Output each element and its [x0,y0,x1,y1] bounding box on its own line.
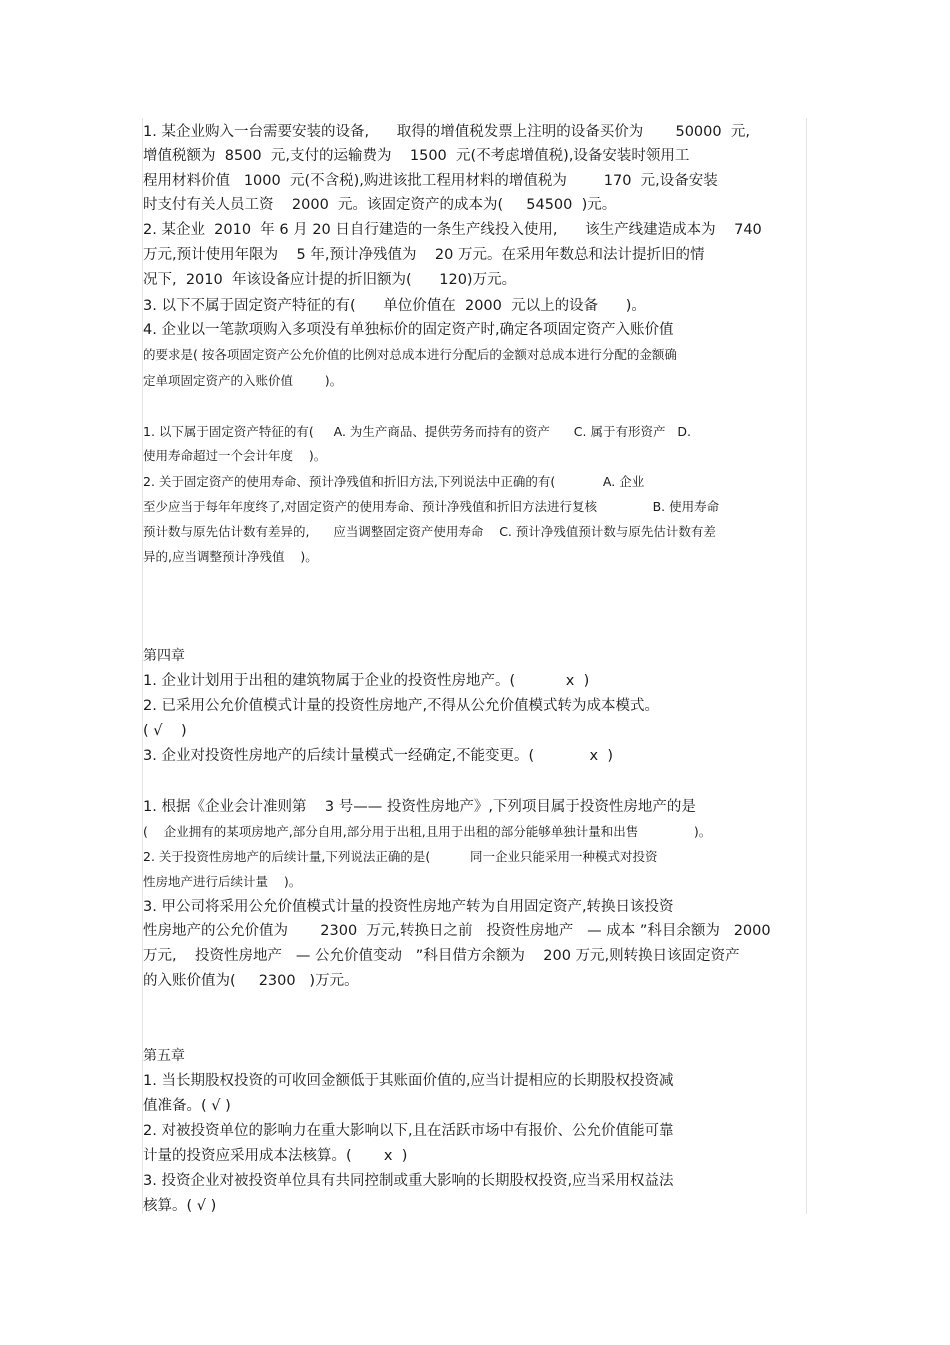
text-line: 的入账价值为( 2300 )万元。 [143,973,359,989]
text-line: 至少应当于每年年度终了,对固定资产的使用寿命、预计净残值和折旧方法进行复核 B. 使用寿命 [143,499,720,514]
text-line: 2. 关于固定资产的使用寿命、预计净残值和折旧方法,下列说法中正确的有( A. 企业 [143,474,645,489]
chapter-heading: 第四章 [143,648,185,664]
text-line: 程用材料价值 1000 元(不含税),购进该批工程用材料的增值税为 170 元,设备安装 [143,173,718,189]
text-line: 2. 某企业 2010 年 6 月 20 日自行建造的一条生产线投入使用, 该生产线建造成本为 740 [143,222,762,238]
text-line: 1. 企业计划用于出租的建筑物属于企业的投资性房地产。( x ) [143,673,590,689]
text-line: 1. 以下属于固定资产特征的有( A. 为生产商品、提供劳务而持有的资产 C. 属于有形资产 D. [143,424,691,439]
text-line: ( √ ) [143,723,187,739]
text-line: 增值税额为 8500 元,支付的运输费为 1500 元(不考虑增值税),设备安装时领用工 [143,148,690,164]
text-line: 2. 已采用公允价值模式计量的投资性房地产,不得从公允价值模式转为成本模式。 [143,698,660,714]
chapter-heading: 第五章 [143,1048,185,1064]
text-line: 2. 关于投资性房地产的后续计量,下列说法正确的是( 同一企业只能采用一种模式对投资 [143,849,658,864]
text-line: 3. 企业对投资性房地产的后续计量模式一经确定,不能变更。( x ) [143,748,613,764]
text-line: 性房地产进行后续计量 )。 [143,874,302,889]
text-line: 值准备。( √ ) [143,1098,231,1114]
text-line: 使用寿命超过一个会计年度 )。 [143,448,327,463]
text-line: 计量的投资应采用成本法核算。( x ) [143,1148,408,1164]
text-line: 3. 投资企业对被投资单位具有共同控制或重大影响的长期股权投资,应当采用权益法 [143,1173,674,1189]
text-line: 异的,应当调整预计净残值 )。 [143,549,318,564]
text-line: 时支付有关人员工资 2000 元。该固定资产的成本为( 54500 )元。 [143,197,617,213]
text-line: 性房地产的公允价值为 2300 万元,转换日之前 投资性房地产 — 成本 ”科目余额为 2000 [143,923,771,939]
text-line: 定单项固定资产的入账价值 )。 [143,373,343,388]
text-line: 2. 对被投资单位的影响力在重大影响以下,且在活跃市场中有报价、公允价值能可靠 [143,1123,674,1139]
page-border-right [806,118,807,1214]
text-line: 况下, 2010 年该设备应计提的折旧额为( 120)万元。 [143,272,517,288]
text-line: 1. 根据《企业会计准则第 3 号—— 投资性房地产》,下列项目属于投资性房地产的是 [143,799,696,815]
text-line: ( 企业拥有的某项房地产,部分自用,部分用于出租,且用于出租的部分能够单独计量和出售 )。 [143,824,712,839]
text-line: 万元, 投资性房地产 — 公允价值变动 ”科目借方余额为 200 万元,则转换日该固定资产 [143,948,740,964]
text-line: 3. 甲公司将采用公允价值模式计量的投资性房地产转为自用固定资产,转换日该投资 [143,899,674,915]
text-line: 3. 以下不属于固定资产特征的有( 单位价值在 2000 元以上的设备 )。 [143,298,646,314]
text-line: 万元,预计使用年限为 5 年,预计净残值为 20 万元。在采用年数总和法计提折旧的情 [143,247,705,263]
text-line: 4. 企业以一笔款项购入多项没有单独标价的固定资产时,确定各项固定资产入账价值 [143,322,674,338]
text-line: 1. 某企业购入一台需要安装的设备, 取得的增值税发票上注明的设备买价为 50000 元, [143,124,750,140]
text-line: 1. 当长期股权投资的可收回金额低于其账面价值的,应当计提相应的长期股权投资减 [143,1073,674,1089]
text-line: 核算。( √ ) [143,1198,217,1214]
text-line: 预计数与原先估计数有差异的, 应当调整固定资产使用寿命 C. 预计净残值预计数与原先估计数有差 [143,524,716,539]
text-line: 的要求是( 按各项固定资产公允价值的比例对总成本进行分配后的金额对总成本进行分配的金额确 [143,347,677,362]
